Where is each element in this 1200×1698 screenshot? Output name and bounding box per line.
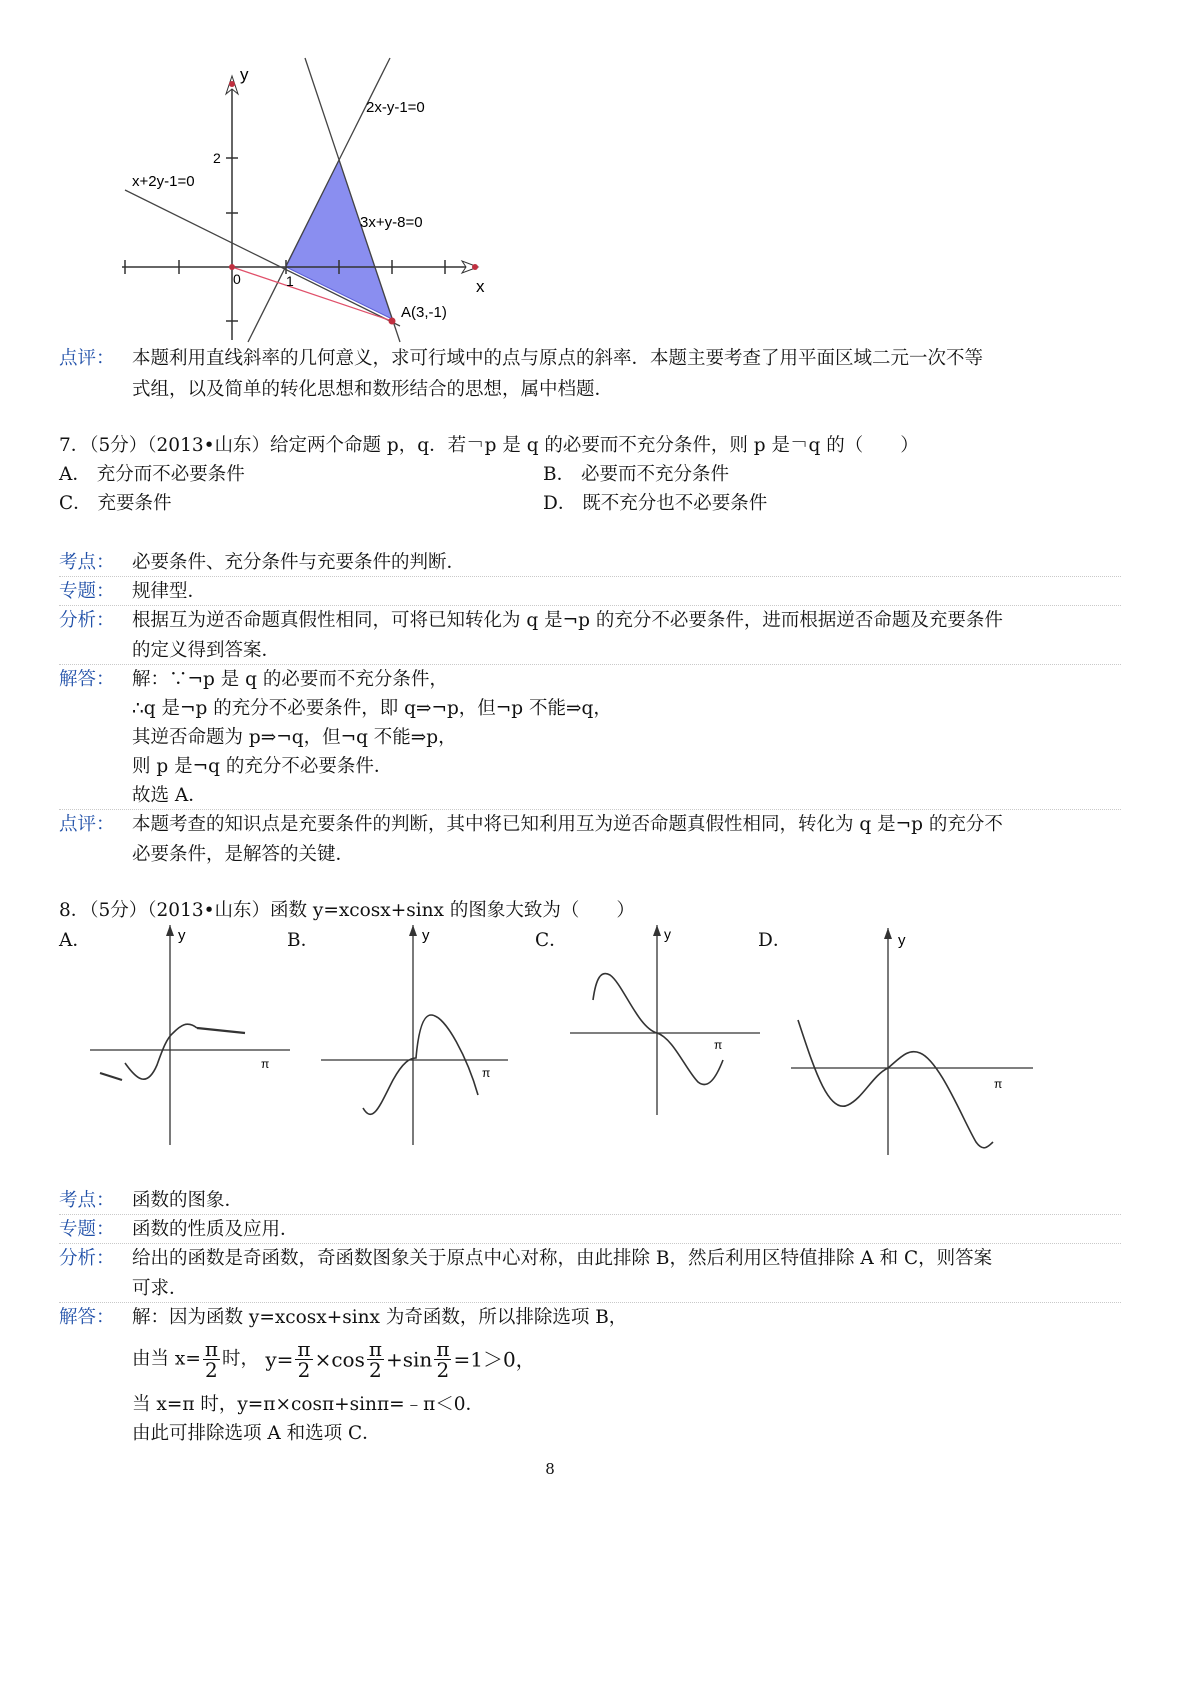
separator: [59, 1302, 1121, 1303]
fraction-pi-over-2: [434, 1339, 451, 1380]
q7-option-a-text: 充分而不必要条件: [96, 464, 245, 485]
q8-graph-c-pi-label: π: [714, 1038, 723, 1052]
q8-zhuanti-tag: 专题：: [59, 1219, 115, 1240]
q8-stem: 8．（5分）（2013•山东）函数 y=xcosx+sinx 的图象大致为（ ）: [59, 900, 635, 921]
q6-comment-line-2: 式组，以及简单的转化思想和数形结合的思想，属中档题．: [132, 379, 614, 400]
q7-option-b-text: 必要而不充分条件: [581, 464, 730, 485]
q7-fenxi-tag: 分析：: [59, 610, 115, 631]
q7-comment-line-1: 本题考查的知识点是充要条件的判断，其中将已知利用互为逆否命题真假性相同，转化为 q 是¬p 的充分不: [132, 814, 1003, 835]
label-line2: x+2y-1=0: [132, 173, 195, 190]
point-y-end: [229, 81, 235, 87]
origin-label: 0: [233, 271, 241, 287]
q8-graph-b-y-label: y: [422, 927, 430, 944]
q7-stem: 7．（5分）（2013•山东）给定两个命题 p，q．若￢p 是 q 的必要而不充分条件，则 p 是￢q 的（ ）: [59, 435, 919, 456]
q8-graph-d: [788, 920, 1038, 1160]
q7-comment-tag: 点评：: [59, 814, 115, 835]
q7-option-d-label: D．: [543, 493, 577, 514]
point-origin: [229, 264, 235, 270]
q8-graph-c: [568, 920, 763, 1120]
x-axis-label: x: [476, 277, 485, 296]
label-line1: 2x-y-1=0: [366, 99, 425, 116]
math-prefix: 由当 x=: [132, 1348, 201, 1370]
fraction-pi-over-2: [203, 1339, 220, 1380]
q7-zhuanti: 规律型．: [132, 581, 207, 602]
label-point-a: A(3,-1): [401, 304, 447, 321]
separator: [59, 1214, 1121, 1215]
q8-jieda-math-line: [132, 1336, 536, 1382]
separator: [59, 809, 1121, 810]
q7-fenxi-line-2: 的定义得到答案．: [132, 640, 281, 661]
q7-zhuanti-tag: 专题：: [59, 581, 115, 602]
q8-graph-c-y-label: y: [664, 926, 671, 942]
q7-jieda-line-2: ∴q 是¬p 的充分不必要条件，即 q⇒¬p，但¬p 不能⇒q，: [132, 698, 612, 719]
q7-option-a: [59, 462, 245, 488]
fraction-numerator: π: [436, 1337, 450, 1361]
separator: [59, 605, 1121, 606]
q8-graph-b-pi-label: π: [482, 1066, 491, 1080]
q7-jieda-tag: 解答：: [59, 669, 115, 690]
label-line3: 3x+y-8=0: [360, 214, 423, 231]
separator: [59, 1243, 1121, 1244]
q8-jieda-line-3: 当 x=π 时，y=π×cosπ+sinπ=﹣π＜0．: [132, 1394, 485, 1415]
q8-option-a-label: A．: [59, 930, 91, 951]
q6-comment-line-1: 本题利用直线斜率的几何意义，求可行域中的点与原点的斜率．本题主要考查了用平面区域二元一次不等: [132, 348, 984, 369]
point-a: [389, 318, 396, 325]
math-y-eq: y=: [265, 1347, 294, 1372]
q7-jieda-line-5: 故选 A．: [132, 785, 207, 806]
fraction-denominator: 2: [369, 1358, 382, 1382]
q7-option-d-text: 既不充分也不必要条件: [582, 493, 768, 514]
math-times-cos: ×cos: [314, 1347, 365, 1372]
q8-fenxi-line-2: 可求．: [132, 1278, 188, 1299]
fraction-pi-over-2: [295, 1339, 312, 1380]
q7-jieda-line-3: 其逆否命题为 p⇒¬q，但¬q 不能⇒p，: [132, 727, 457, 748]
tick-label-y2: 2: [213, 150, 221, 166]
q8-graph-a-pi-label: π: [261, 1057, 270, 1071]
q7-comment-line-2: 必要条件，是解答的关键．: [132, 844, 355, 865]
q8-graph-a: [85, 920, 300, 1150]
q6-comment-tag: 点评：: [59, 348, 115, 369]
q8-graph-d-y-label: y: [898, 932, 906, 949]
feasible-region-figure: [110, 50, 530, 350]
q7-jieda-line-4: 则 p 是¬q 的充分不必要条件．: [132, 756, 393, 777]
q7-option-d: [543, 491, 767, 517]
q7-option-b: [543, 462, 729, 488]
q8-fenxi-tag: 分析：: [59, 1248, 115, 1269]
q8-option-c-label: C．: [535, 930, 568, 951]
q7-fenxi-line-1: 根据互为逆否命题真假性相同，可将已知转化为 q 是¬p 的充分不必要条件，进而根据逆否命题及充要条件: [132, 610, 1003, 631]
tick-label-x1: 1: [286, 273, 294, 289]
q8-kaodian: 函数的图象．: [132, 1190, 244, 1211]
fraction-numerator: π: [368, 1337, 382, 1361]
q8-fenxi-line-1: 给出的函数是奇函数，奇函数图象关于原点中心对称，由此排除 B，然后利用区特值排除 A 和 C，则答案: [132, 1248, 993, 1269]
q8-graph-a-y-label: y: [178, 927, 186, 944]
q8-jieda-tag: 解答：: [59, 1307, 115, 1328]
math-plus-sin: +sin: [386, 1347, 433, 1372]
math-shi: 时，: [221, 1348, 259, 1370]
fraction-denominator: 2: [205, 1358, 218, 1382]
separator: [59, 664, 1121, 665]
q7-kaodian: 必要条件、充分条件与充要条件的判断．: [132, 552, 466, 573]
q8-zhuanti: 函数的性质及应用．: [132, 1219, 299, 1240]
q7-option-c: [59, 491, 172, 517]
q7-kaodian-tag: 考点：: [59, 552, 115, 573]
q7-option-c-text: 充要条件: [97, 493, 172, 514]
q8-graph-d-pi-label: π: [994, 1077, 1003, 1091]
separator: [59, 576, 1121, 577]
q8-option-b-label: B．: [287, 930, 320, 951]
q8-jieda-line-4: 由此可排除选项 A 和选项 C．: [132, 1423, 381, 1444]
fraction-pi-over-2: [367, 1339, 384, 1380]
fraction-denominator: 2: [436, 1358, 450, 1382]
fraction-numerator: π: [297, 1337, 311, 1361]
math-result: =1＞0，: [453, 1347, 536, 1372]
fraction-numerator: π: [204, 1337, 218, 1361]
fraction-denominator: 2: [297, 1358, 311, 1382]
page-number: 8: [545, 1460, 555, 1478]
q7-option-b-label: B．: [543, 464, 576, 485]
q8-option-d-label: D．: [758, 930, 792, 951]
q8-jieda-line-1: 解：因为函数 y=xcosx+sinx 为奇函数，所以排除选项 B，: [132, 1307, 628, 1328]
point-x-end: [472, 264, 478, 270]
q7-option-a-label: A．: [59, 464, 91, 485]
q7-jieda-line-1: 解：∵¬p 是 q 的必要而不充分条件，: [132, 669, 448, 690]
q8-graph-b: [318, 920, 518, 1150]
y-axis-label: y: [240, 65, 249, 84]
q7-option-c-label: C．: [59, 493, 92, 514]
q8-kaodian-tag: 考点：: [59, 1190, 115, 1211]
